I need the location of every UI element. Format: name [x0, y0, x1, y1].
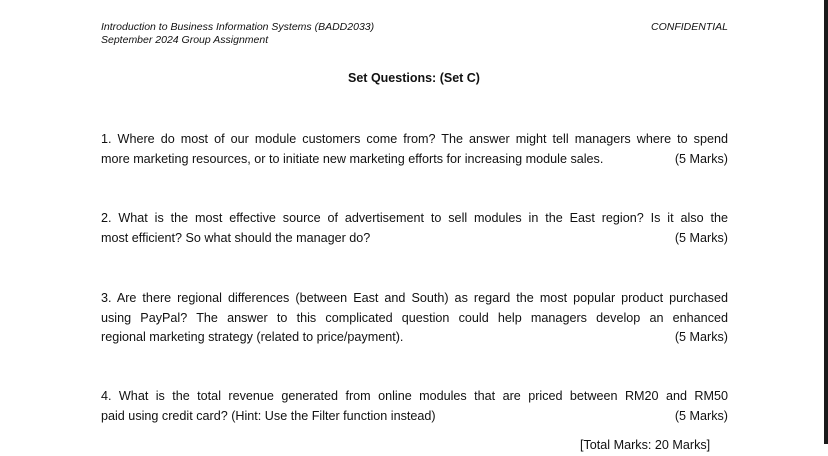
assignment-title: September 2024 Group Assignment [101, 33, 269, 46]
question-2-line-2: most efficient? So what should the manager do? [101, 230, 371, 245]
question-1-line-2-row [101, 150, 728, 170]
question-3-line-1: 3. Are there regional differences (between East and South) as regard the most popular product purchased [101, 291, 728, 305]
question-4-line-2: paid using credit card? (Hint: Use the Filter function instead) [101, 408, 436, 423]
page-title: Set Questions: (Set C) [348, 71, 480, 85]
total-marks: [Total Marks: 20 Marks] [580, 438, 711, 452]
question-1 [101, 130, 728, 169]
classification-label: CONFIDENTIAL [650, 21, 728, 33]
question-2-line-2-row [101, 229, 728, 249]
question-4-marks: (5 Marks) [674, 408, 728, 423]
question-1-line-2: more marketing resources, or to initiate new marketing efforts for increasing module sales. [101, 151, 604, 166]
question-4-line-1: 4. What is the total revenue generated from online modules that are priced between RM20 and RM50 [101, 389, 728, 403]
question-3-line-3-row [101, 328, 728, 348]
page-edge-border [824, 0, 828, 444]
question-2 [101, 209, 728, 248]
question-1-marks: (5 Marks) [674, 151, 728, 166]
question-4 [101, 387, 728, 426]
question-4-line-2-row [101, 407, 728, 427]
question-2-marks: (5 Marks) [674, 230, 728, 245]
course-title: Introduction to Business Information Systems (BADD2033) [101, 21, 375, 33]
question-3-marks: (5 Marks) [674, 330, 728, 344]
question-3-line-3: regional marketing strategy (related to price/payment). [101, 330, 404, 344]
page-header-left [101, 21, 374, 46]
question-3-line-2: using PayPal? The answer to this complicated question could help managers develop an enhanced [101, 310, 728, 325]
question-3 [101, 289, 728, 348]
question-2-line-1: 2. What is the most effective source of advertisement to sell modules in the East region? Is it also the [101, 211, 728, 225]
question-1-line-1: 1. Where do most of our module customers come from? The answer might tell managers where to spend [101, 132, 728, 146]
